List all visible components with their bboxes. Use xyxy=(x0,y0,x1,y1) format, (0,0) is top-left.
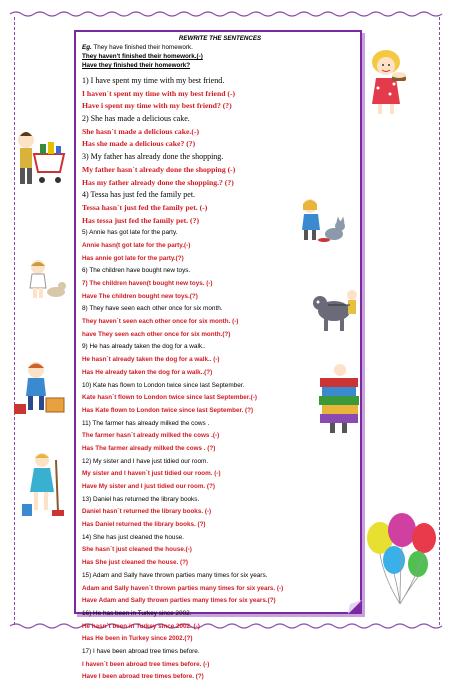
example-question: Have they finished their homework? xyxy=(82,62,191,69)
example-prefix: Eg. xyxy=(82,44,92,51)
exercise-negative-answer: He hasn´t been in Turkey since 2002. (-) xyxy=(82,622,200,630)
exercise-negative-answer: 7) The children haven(t bought new toys. (-) xyxy=(82,280,213,287)
exercise-question-answer: Has Daniel returned the library books. (?) xyxy=(82,521,206,529)
example-negative: They haven't finished their homework.(-) xyxy=(82,53,203,60)
exercise-negative-answer: Daniel hasn´t returned the library books. (-) xyxy=(82,508,212,516)
exercise-question-answer: have They seen each other once for six month.(?) xyxy=(82,330,231,338)
girl-with-dog-illustration xyxy=(22,258,68,302)
example-sentence: They have finished their homework. xyxy=(91,44,193,51)
exercise-question-answer: Has my father already done the shopping.? (?) xyxy=(82,177,234,187)
exercise-negative-answer: The farmer hasn´t already milked the cows .(-) xyxy=(82,432,220,440)
exercise-negative-answer: Kate hasn´t flown to London twice since last September.(-) xyxy=(82,394,257,402)
exercise-negative-answer: He hasn´t already taken the dog for a walk.. (-) xyxy=(82,356,220,364)
stack-of-books-illustration xyxy=(316,362,362,436)
exercise-sentence: 10) Kate has flown to London twice since last September. xyxy=(82,381,245,389)
exercise-question-answer: Have My sister and I just tidied our room. (?) xyxy=(82,483,215,490)
exercise-negative-answer: She hasn´t just cleaned the house.(-) xyxy=(82,546,192,554)
dog-walking-man-illustration xyxy=(304,285,360,335)
exercise-question-answer: Have The children bought new toys.(?) xyxy=(82,292,198,300)
exercise-sentence: 8) They have seen each other once for six month. xyxy=(82,305,223,313)
exercise-question-answer: Has She just cleaned the house. (?) xyxy=(82,559,189,567)
exercise-sentence: 15) Adam and Sally have thrown parties many times for six years. xyxy=(82,571,268,579)
girl-cleaning-illustration xyxy=(20,450,68,520)
exercise-negative-answer: Annie hasn(t got late for the party.(-) xyxy=(82,241,191,249)
exercise-negative-answer: They haven´t seen each other once for six month. (-) xyxy=(82,318,239,326)
example-line xyxy=(82,43,358,52)
exercise-negative-answer: My father hasn´t already done the shopping (-) xyxy=(82,164,236,174)
exercise-sentence: 12) My sister and I have just tidied our room. xyxy=(82,457,209,465)
exercise-sentence: 1) I have spent my time with my best friend. xyxy=(82,76,225,85)
exercise-sentence: 5) Annie has got late for the party. xyxy=(82,229,178,237)
exercise-negative-answer: Tessa hasn´t just fed the family pet. (-) xyxy=(82,202,208,212)
worksheet-title: REWRITE THE SENTENCES xyxy=(178,35,262,42)
exercise-negative-answer: Adam and Sally haven´t thrown parties many times for six years. (-) xyxy=(82,584,284,592)
exercise-question-answer: Have I been abroad tree times before. (?) xyxy=(82,673,204,681)
exercise-question-answer: Have Adam and Sally thrown parties many times for six years.(?) xyxy=(82,597,276,605)
exercise-sentence: 14) She has just cleaned the house. xyxy=(82,533,184,541)
exercise-question-answer: Has annie got late for the party.(?) xyxy=(82,254,184,262)
exercise-negative-answer: My sister and I haven´t just tidied our room. (-) xyxy=(82,470,221,478)
exercise-negative-answer: She hasn´t made a delicious cake.(-) xyxy=(82,126,200,136)
exercise-question-answer: Have i spent my time with my best friend? (?) xyxy=(82,101,232,111)
exercise-sentence: 9) He has already taken the dog for a walk.. xyxy=(82,343,206,351)
exercise-negative-answer: I haven´t been abroad tree times before. (-) xyxy=(82,660,210,668)
exercise-sentence: 2) She has made a delicious cake. xyxy=(82,114,190,124)
boy-with-toys-illustration xyxy=(12,360,68,420)
exercise-sentence: 13) Daniel has returned the library books. xyxy=(82,495,200,503)
party-balloons-illustration xyxy=(360,508,444,608)
exercise-sentence: 3) My father has already done the shopping. xyxy=(82,152,224,162)
exercise-sentence: 11) The farmer has already milked the cows . xyxy=(82,419,210,427)
exercise-question-answer: Has tessa just fed the family pet. (?) xyxy=(82,215,200,225)
girl-feeding-cat-illustration xyxy=(296,196,348,244)
exercise-question-answer: Has He been in Turkey since 2002.(?) xyxy=(82,635,193,643)
exercise-question-answer: Has He already taken the dog for a walk..(?) xyxy=(82,368,213,376)
girl-with-cake-illustration xyxy=(364,48,410,118)
man-with-shopping-cart-illustration xyxy=(10,128,70,194)
worksheet-content xyxy=(82,34,358,684)
exercise-sentence: 4) Tessa has just fed the family pet. xyxy=(82,190,196,200)
exercise-question-answer: Has she made a delicious cake? (?) xyxy=(82,139,196,149)
exercise-question-answer: Has Kate flown to London twice since last September. (?) xyxy=(82,406,254,414)
exercise-negative-answer: I haven´t spent my time with my best friend (-) xyxy=(82,88,236,98)
exercise-sentence: 6) The children have bought new toys. xyxy=(82,267,191,275)
exercise-question-answer: Has The farmer already milked the cows . (?) xyxy=(82,444,216,452)
exercise-sentence: 16) He has been in Turkey since 2002. xyxy=(82,609,192,617)
exercise-sentence: 17) I have been abroad tree times before. xyxy=(82,647,200,655)
